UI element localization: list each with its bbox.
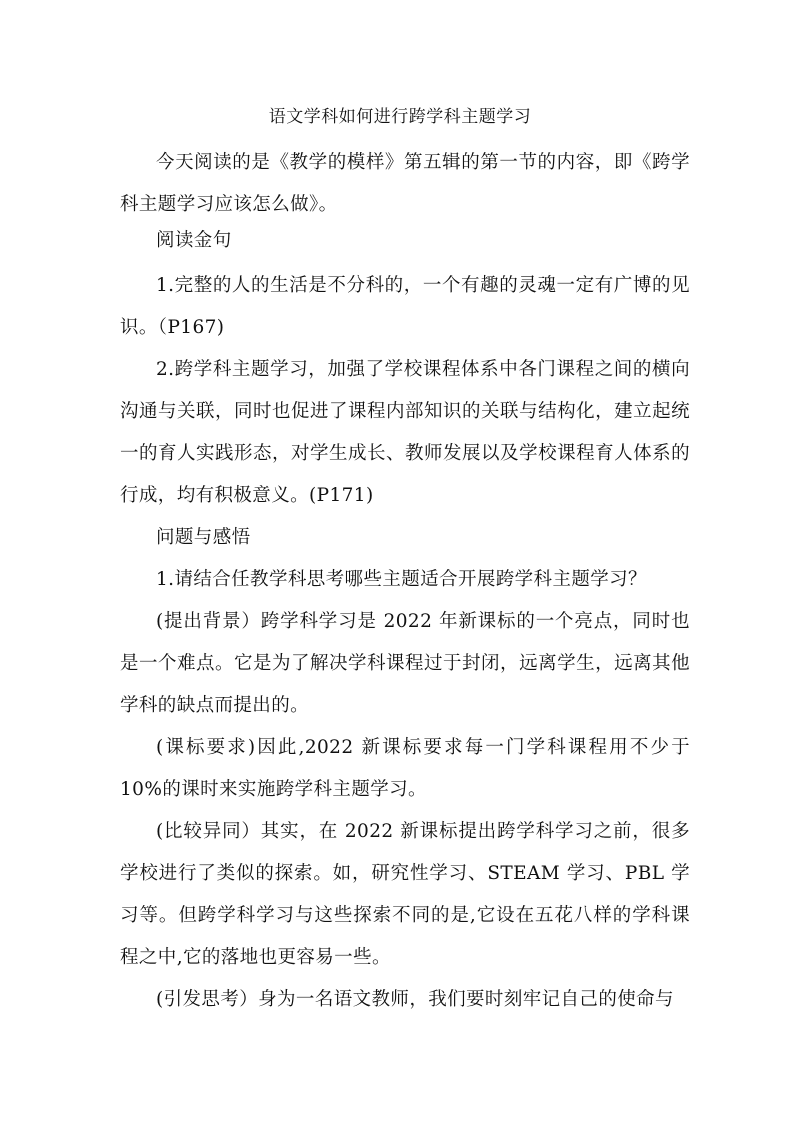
paragraph-question-1: 1.请结合任教学科思考哪些主题适合开展跨学科主题学习？ xyxy=(156,569,647,590)
paragraph-reflection: (引发思考）身为一名语文教师，我们要时刻牢记自己的使命与 xyxy=(156,989,674,1010)
paragraph-quote-1: 1.完整的人的生活是不分科的，一个有趣的灵魂一定有广博的见识。（P167) xyxy=(120,275,690,338)
paragraph-comparison: (比较异同）其实，在 2022 新课标提出跨学科学习之前，很多学校进行了类似的探索。如，研究性学习、STEAM 学习、PBL 学习等。但跨学科学习与这些探索不同的是,它设在五花八样的学科课程之中,它的落地也更容易一些。 xyxy=(120,821,690,968)
document-title: 语文学科如何进行跨学科主题学习 xyxy=(268,107,532,127)
section-heading-reading-quotes: 阅读金句 xyxy=(156,230,232,251)
paragraph-background: (提出背景）跨学科学习是 2022 年新课标的一个亮点，同时也是一个难点。它是为了解决学科课程过于封闭，远离学生，远离其他学科的缺点而提出的。 xyxy=(120,611,690,716)
paragraph-curriculum-requirement: (课标要求)因此,2022 新课标要求每一门学科课程用不少于 10%的课时来实施跨学科主题学习。 xyxy=(120,737,690,800)
section-heading-questions: 问题与感悟 xyxy=(156,527,251,548)
paragraph-quote-2: 2.跨学科主题学习，加强了学校课程体系中各门课程之间的横向沟通与关联，同时也促进了课程内部知识的关联与结构化，建立起统一的育人实践形态，对学生成长、教师发展以及学校课程育人体系的行成，均有积极意义。(P171) xyxy=(120,359,690,506)
paragraph-intro: 今天阅读的是《教学的模样》第五辑的第一节的内容，即《跨学科主题学习应该怎么做》。 xyxy=(120,152,690,215)
